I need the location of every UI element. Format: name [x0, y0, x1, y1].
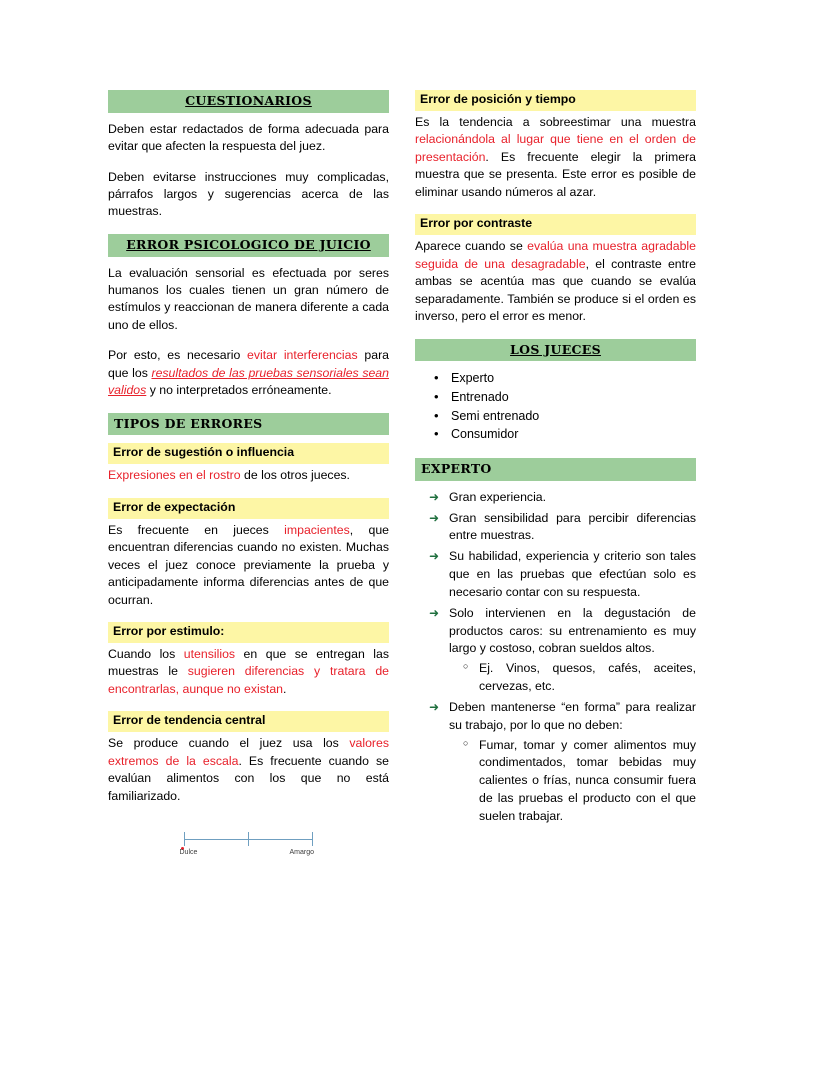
- text-run: y no interpretados erróneamente.: [146, 383, 332, 398]
- paragraph-psicologico-2: [108, 347, 389, 399]
- text-run: Es la tendencia a sobreestimar una muestra: [415, 114, 696, 129]
- heading-error-expectacion: Error de expectación: [108, 498, 389, 519]
- list-item: ➜ Su habilidad, experiencia y criterio son tales que en las pruebas que efectúan solo es necesario contar con su respuesta.: [449, 548, 696, 601]
- list-item: • Consumidor: [451, 425, 696, 444]
- highlight-valores-extremos: valores extremos de la escala: [108, 736, 389, 768]
- paragraph-cuestionarios-1: Deben estar redactados de forma adecuada para evitar que afecten la respuesta del juez.: [108, 121, 389, 154]
- heading-error-contraste: Error por contraste: [415, 214, 696, 235]
- highlight-evitar-interferencias: evitar interferencias: [247, 348, 358, 363]
- highlight-muestra-agradable: evalúa una muestra agradable seguida de una desagradable: [415, 239, 696, 271]
- list-item: ○ Ej. Vinos, quesos, cafés, aceites, cervezas, etc.: [479, 660, 696, 696]
- sublist-ejemplos: [449, 660, 696, 696]
- paragraph-psicologico-1: La evaluación sensorial es efectuada por seres humanos los cuales tienen un gran número de estímulos y reaccionan de manera diferente a cada uno de ellos.: [108, 265, 389, 332]
- paragraph-estimulo: [108, 646, 389, 698]
- heading-error-psicologico: ERROR PSICOLOGICO DE JUICIO: [108, 234, 389, 257]
- paragraph-expectacion: [108, 522, 389, 609]
- left-column: [108, 90, 389, 875]
- paragraph-tendencia-central: [108, 735, 389, 805]
- heading-cuestionarios: CUESTIONARIOS: [108, 90, 389, 113]
- list-item: • Experto: [451, 369, 696, 388]
- text-run: Cuando los: [108, 646, 184, 661]
- paragraph-sugestion: [108, 467, 389, 484]
- scale-tick-left: [184, 832, 185, 846]
- highlight-utensilios: utensilios: [183, 646, 236, 661]
- paragraph-posicion-tiempo: [415, 114, 696, 201]
- text-run: , el contraste entre ambas se acentúa mas que cuando se evalúa separadamente. También se produce si el orden es inverso, pero el error es menor.: [415, 256, 696, 324]
- list-item: • Semi entrenado: [451, 407, 696, 426]
- scale-label-dulce: Dulce: [179, 849, 198, 857]
- scale-tick-right: [312, 832, 313, 846]
- highlight-impacientes: impacientes: [284, 522, 350, 537]
- list-item: ➜ Gran sensibilidad para percibir diferencias entre muestras.: [449, 510, 696, 546]
- text-run: .: [283, 681, 287, 696]
- text-run: . Es frecuente cuando se evalúan alimentos con los que no está familiarizado.: [108, 753, 389, 803]
- sublist-restricciones: [449, 737, 696, 826]
- paragraph-contraste: [415, 238, 696, 325]
- list-item: [449, 699, 696, 826]
- text-run: Aparece cuando se: [415, 239, 528, 254]
- list-experto: [415, 489, 696, 826]
- paragraph-cuestionarios-2: Deben evitarse instrucciones muy complicadas, párrafos largos y sugerencias acerca de las muestras.: [108, 169, 389, 219]
- list-item: ➜ Gran experiencia.: [449, 489, 696, 507]
- text-run: . Es frecuente elegir la primera muestra que se presenta. Este error es posible de eliminar usando números al azar.: [415, 149, 696, 199]
- highlight-sugieren-diferencias: sugieren diferencias y tratara de encontrarlas, aunque no existan: [108, 664, 389, 696]
- scale-label-amargo: Amargo: [289, 849, 315, 857]
- highlight-expresiones-rostro: Expresiones en el rostro: [108, 468, 241, 483]
- heading-error-posicion-tiempo: Error de posición y tiempo: [415, 90, 696, 111]
- list-item: • Entrenado: [451, 388, 696, 407]
- text-run: Es frecuente en jueces: [108, 522, 285, 537]
- highlight-resultados-validos: resultados de las pruebas sensoriales sean validos: [108, 365, 389, 398]
- heading-error-sugestion: Error de sugestión o influencia: [108, 443, 389, 464]
- heading-tipos-errores: TIPOS DE ERRORES: [108, 413, 389, 436]
- heading-los-jueces: LOS JUECES: [415, 339, 696, 362]
- list-item: ○ Fumar, tomar y comer alimentos muy condimentados, tomar bebidas muy calientes o frías, nunca consumir fuera de las pruebas el producto con el que suelen trabajar.: [479, 737, 696, 826]
- list-jueces: [415, 369, 696, 444]
- scale-diagram: [174, 827, 324, 875]
- text-run: para que los: [108, 348, 389, 380]
- heading-experto: EXPERTO: [415, 458, 696, 481]
- scale-tick-middle: [248, 832, 249, 846]
- heading-error-estimulo: Error por estimulo:: [108, 622, 389, 643]
- heading-error-tendencia-central: Error de tendencia central: [108, 711, 389, 732]
- list-item: [449, 605, 696, 696]
- list-item-label: Solo intervienen en la degustación de productos caros: su entrenamiento es muy largo y costoso, cobran sueldos altos.: [449, 605, 696, 656]
- right-column: [415, 90, 696, 829]
- text-run: en que se entregan las muestras le: [108, 646, 389, 679]
- list-item-label: Deben mantenerse “en forma” para realizar su trabajo, por lo que no deben:: [449, 699, 696, 732]
- text-run: Por esto, es necesario: [108, 348, 248, 363]
- text-run: de los otros jueces.: [240, 468, 350, 483]
- highlight-relacionandola-orden: relacionándola al lugar que tiene en el orden de presentación: [415, 132, 696, 164]
- text-run: Se produce cuando el juez usa los: [108, 736, 350, 751]
- text-run: , que encuentran diferencias cuando no existen. Muchas veces el juez conoce previamente la prueba y anticipadamente informa diferencias antes de que ocurran.: [108, 522, 389, 607]
- two-column-layout: [108, 90, 720, 875]
